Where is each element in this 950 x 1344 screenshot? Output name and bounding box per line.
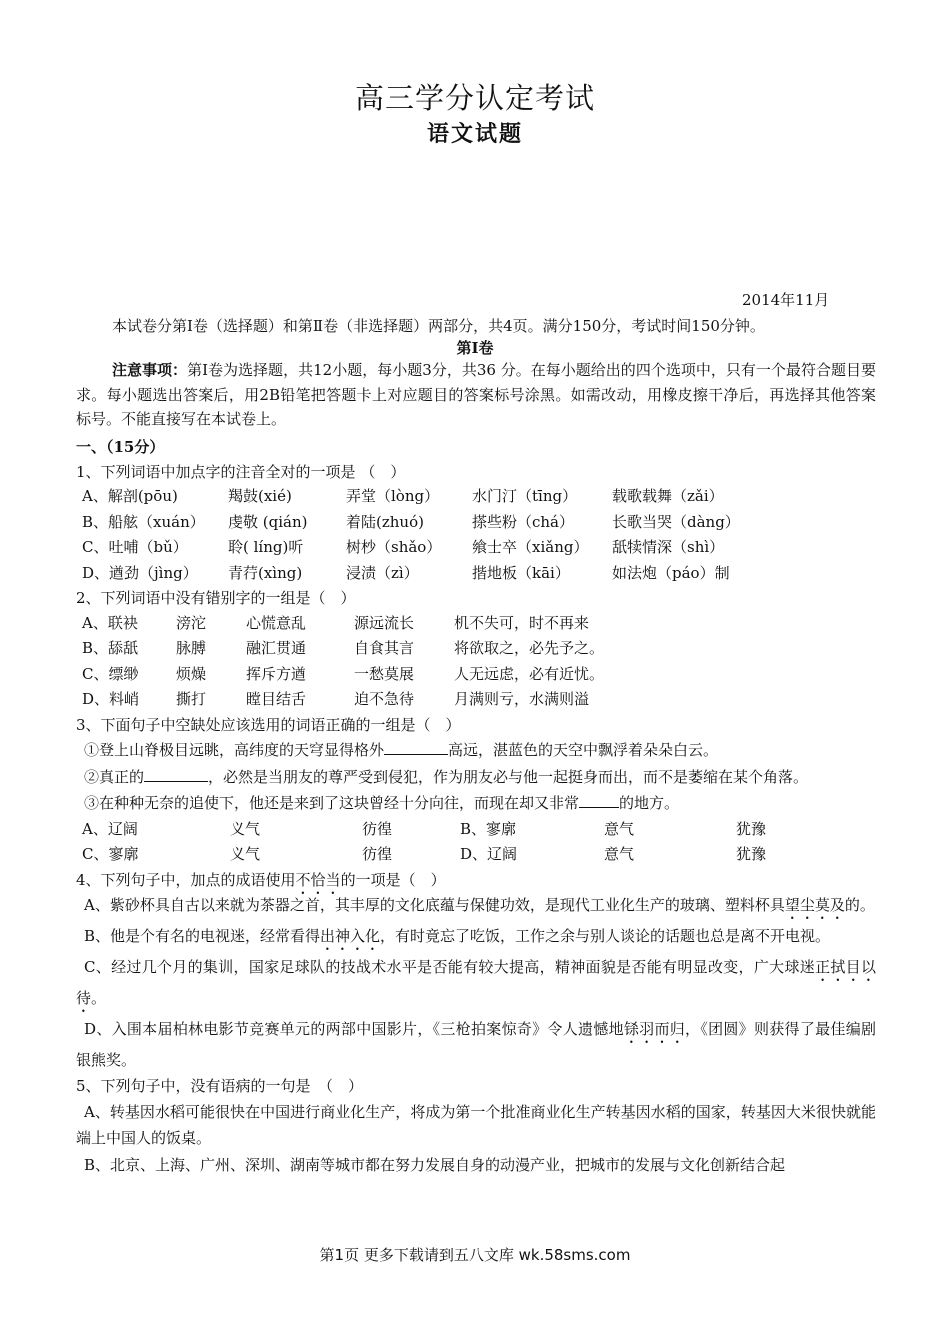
option-cell: B、船舷（xuán） [82,512,205,531]
option-text: ，《团圆》则获得了最佳编剧银熊奖。 [76,1020,876,1070]
option-cell: 舐犊情深（shì） [612,538,725,557]
sentence-text: ②真正的 [84,767,145,786]
answer-blank [384,740,448,755]
stem-text: 的一项是（ ） [340,870,446,889]
option-cell: 撕打 [176,690,207,709]
option-cell: A、解剖(pōu) [82,487,178,506]
option-cell: 彷徨 [362,819,393,838]
option-cell: 将欲取之，必先予之。 [454,639,605,658]
option-text: B、他是个有名的电视迷，经常看得 [84,927,321,946]
option-row [76,535,876,561]
question-4-option-b [76,923,876,954]
answer-blank [144,767,208,782]
option-cell: 犹豫 [736,845,767,864]
notice-paragraph [76,358,876,432]
option-cell: 机不失可，时不再来 [454,613,590,632]
stem-text: 4、下列句子中，加点的成语使用 [76,870,296,889]
option-cell: B、舔舐 [82,639,139,658]
option-cell: A、辽阔 [82,819,138,838]
option-row [76,611,876,637]
option-row [76,484,876,510]
option-row [76,687,876,713]
notice-text: 第Ⅰ卷为选择题，共12小题，每小题3分，共36 分。在每小题给出的四个选项中，只有一个最符合题目要求。每小题选出答案后，用2B铅笔把答题卡上对应题目的答案标号涂黑。如需改动，用橡皮擦干净后，再选择其他答案标号。不能直接写在本试卷上。 [76,361,876,428]
option-cell: A、联袂 [82,613,138,632]
page-footer: 第1页 更多下载请到五八文库 wk.58sms.com [319,1246,631,1264]
option-cell: 彷徨 [362,845,393,864]
exam-subtitle: 语文试题 [426,121,523,147]
option-text: C、经过几个月的集训，国家足球队的技战术水平是否能有较大提高，精神面貌是否能有明显改变，广大球迷 [84,958,816,977]
option-cell: 意气 [604,819,635,838]
option-cell: 义气 [230,819,261,838]
option-cell: D、辽阔 [460,845,518,864]
option-cell: 搽些粉（chá） [472,512,575,531]
option-text: D、入围本届柏林电影节竞赛单元的两部中国影片，《三枪拍案惊奇》令人遗憾地 [84,1020,624,1039]
option-cell: 挥斥方遒 [246,664,307,683]
option-cell: D、料峭 [82,690,140,709]
option-cell: 长歌当哭（dàng） [612,512,740,531]
option-cell: 载歌载舞（zǎi） [612,487,724,506]
question-1-options [76,484,876,586]
question-4-option-a [76,892,876,923]
option-cell: 如法炮（páo）制 [612,563,730,582]
option-cell: 瞠目结舌 [246,690,307,709]
sentence-text: ③在种种无奈的追使下，他还是来到了这块曾经十分向往，而现在却又非常 [84,794,580,813]
notice-label: 注意事项： [112,361,188,379]
option-cell: C、寥廓 [82,845,139,864]
question-3-sentence-1 [76,737,876,764]
question-3-options [76,817,876,868]
option-cell: C、吐哺（bǔ） [82,538,188,557]
option-cell: C、缥缈 [82,664,139,683]
option-row [76,636,876,662]
answer-blank [579,793,619,808]
option-cell: 迫不急待 [354,690,415,709]
option-cell: 水门汀（tīng） [472,487,578,506]
option-row [76,561,876,587]
option-cell: 浸渍（zì） [346,563,419,582]
option-cell: 烦燥 [176,664,207,683]
questions-body [76,435,876,1178]
option-cell: 源远流长 [354,613,415,632]
question-4-option-d [76,1016,876,1074]
option-cell: D、遒劲（jìng） [82,563,198,582]
option-row [76,817,876,843]
dotted-idiom: 正拭目以待 [76,958,876,1008]
option-row [76,662,876,688]
option-cell: 心慌意乱 [246,613,307,632]
option-cell: 着陆(zhuó) [346,512,424,531]
option-text: 的。 [844,896,875,915]
option-cell: 青荇(xìng) [228,563,303,582]
sentence-text: ①登上山脊极目远眺，高纬度的天穹显得格外 [84,741,385,760]
option-text: A、紫砂杯具自古以来就为茶器之首，其丰厚的文化底蕴与保健功效，是现代工业化生产的玻璃、塑料杯具 [84,896,785,915]
sentence-text: 的地方。 [619,794,680,813]
option-row [76,510,876,536]
dotted-text: 不恰当 [295,870,341,889]
section-heading: 一、（15分） [76,438,165,456]
question-4-option-c [76,954,876,1016]
option-cell: 犹豫 [736,819,767,838]
question-5-option-b: B、北京、上海、广州、深圳、湖南等城市都在努力发展自身的动漫产业，把城市的发展与文化创新结合起 [84,1155,786,1174]
option-cell: 弄堂（lòng） [346,487,440,506]
question-5-option-a: A、转基因水稻可能很快在中国进行商业化生产，将成为第一个批准商业化生产转基因水稻的国家，转基因大米很快就能端上中国人的饭桌。 [76,1102,876,1148]
option-text: ，有时竟忘了吃饭，工作之余与别人谈论的话题也总是离不开电视。 [380,927,831,946]
exam-title: 高三学分认定考试 [354,81,595,115]
dotted-idiom: 出神入化 [320,927,381,946]
option-cell: 虔敬 (qián) [228,512,308,531]
sentence-text: 高远，湛蓝色的天空中飘浮着朵朵白云。 [448,741,719,760]
option-cell: 一愁莫展 [354,664,415,683]
exam-date: 2014年11月 [742,291,830,309]
option-cell: 揩地板（kāi） [472,563,570,582]
option-cell: 月满则亏，水满则溢 [454,690,590,709]
question-4-stem [76,868,876,893]
question-5-stem: 5、下列句子中，没有语病的一句是 （ ） [76,1076,364,1095]
option-cell: 意气 [604,845,635,864]
question-1-stem: 1、下列词语中加点字的注音全对的一项是 （ ） [76,462,406,481]
exam-intro: 本试卷分第Ⅰ卷（选择题）和第Ⅱ卷（非选择题）两部分，共4页。满分150分，考试时间150分钟。 [112,317,765,335]
option-cell: 羯鼓(xié) [228,487,292,506]
question-3-sentence-3 [76,790,876,817]
dotted-idiom: 望尘莫及 [784,896,845,915]
question-2-options [76,611,876,713]
option-cell: 人无远虑，必有近忧。 [454,664,605,683]
option-cell: 脉膊 [176,639,207,658]
part-title: 第Ⅰ卷 [456,339,494,357]
question-2-stem: 2、下列词语中没有错别字的一组是（ ） [76,589,356,608]
question-3-sentence-2 [76,764,876,791]
option-cell: 飨士卒（xiǎng） [472,538,589,557]
option-cell: 聆( líng)听 [228,538,304,557]
option-cell: B、寥廓 [460,819,517,838]
option-text: 。 [91,989,107,1008]
option-row [76,842,876,868]
option-cell: 滂沱 [176,613,207,632]
option-cell: 树杪（shǎo） [346,538,442,557]
dotted-idiom: 铩羽而归 [623,1020,686,1039]
sentence-text: ，必然是当朋友的尊严受到侵犯，作为朋友必与他一起挺身而出，而不是萎缩在某个角落。 [208,767,809,786]
option-cell: 自食其言 [354,639,415,658]
option-cell: 融汇贯通 [246,639,307,658]
option-cell: 义气 [230,845,261,864]
question-3-stem: 3、下面句子中空缺处应该选用的词语正确的一组是（ ） [76,715,461,734]
